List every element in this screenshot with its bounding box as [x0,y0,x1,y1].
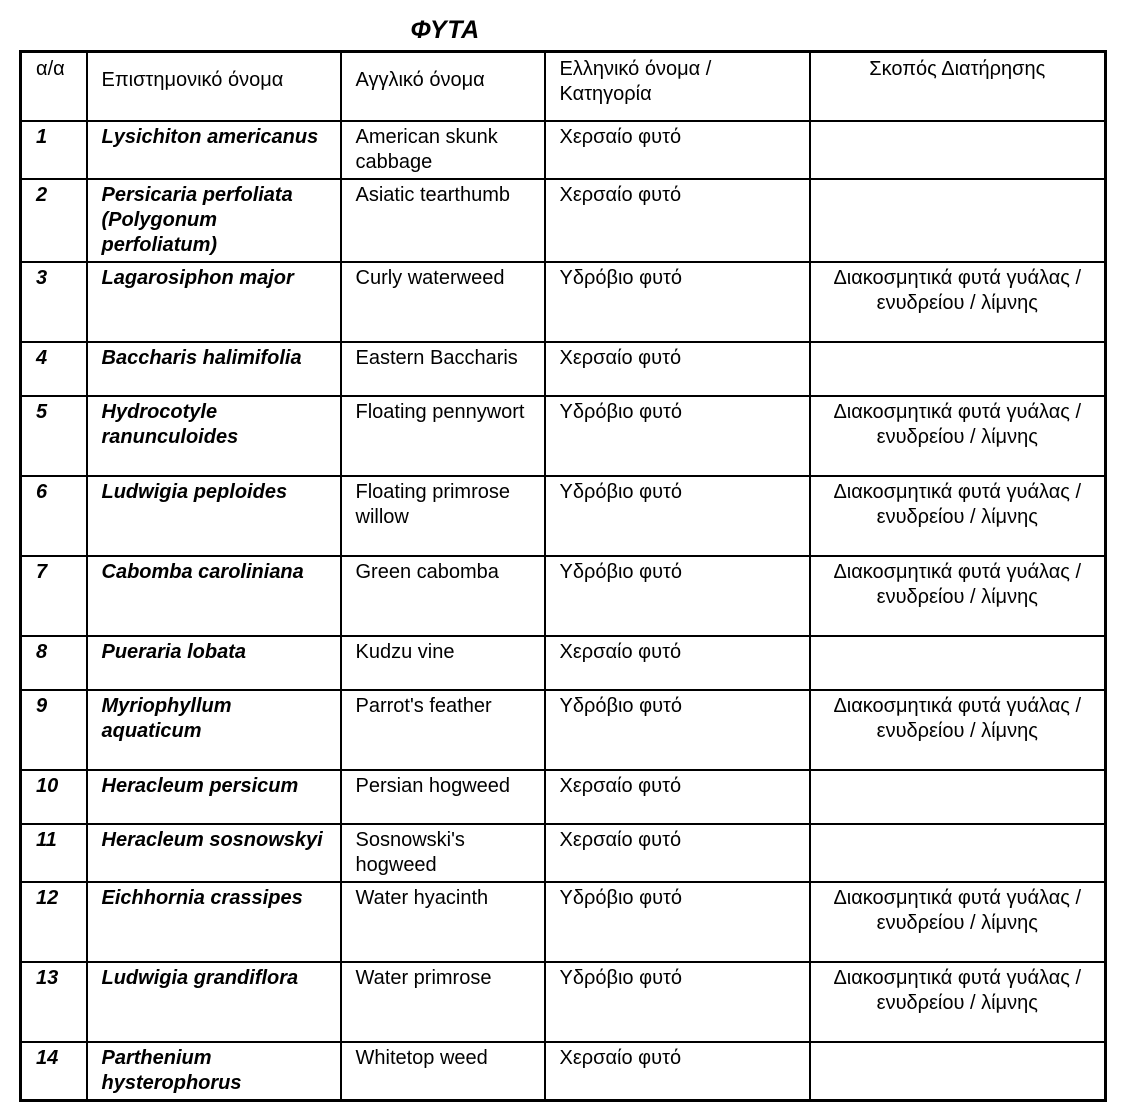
header-num: α/α [21,52,87,122]
header-greek: Ελληνικό όνομα / Κατηγορία [545,52,810,122]
row-english-name: Curly waterweed [341,262,545,342]
row-num: 2 [21,179,87,262]
row-num: 5 [21,396,87,476]
row-purpose [810,1042,1106,1101]
row-purpose [810,179,1106,262]
row-greek-category: Χερσαίο φυτό [545,824,810,882]
row-num: 12 [21,882,87,962]
row-scientific-name: Pueraria lobata [87,636,341,690]
row-scientific-name: Heracleum sosnowskyi [87,824,341,882]
row-num: 1 [21,121,87,179]
table-row [21,396,1106,476]
row-english-name: Water hyacinth [341,882,545,962]
row-num: 3 [21,262,87,342]
row-english-name: American skunk cabbage [341,121,545,179]
row-purpose: Διακοσμητικά φυτά γυάλας / ενυδρείου / λίμνης [810,476,1106,556]
table-row [21,962,1106,1042]
row-greek-category: Υδρόβιο φυτό [545,262,810,342]
table-row [21,556,1106,636]
row-num: 7 [21,556,87,636]
table-row [21,121,1106,179]
row-scientific-name: Lagarosiphon major [87,262,341,342]
row-greek-category: Υδρόβιο φυτό [545,556,810,636]
row-english-name: Water primrose [341,962,545,1042]
table-row [21,882,1106,962]
row-purpose [810,770,1106,824]
row-purpose: Διακοσμητικά φυτά γυάλας / ενυδρείου / λίμνης [810,882,1106,962]
row-english-name: Green cabomba [341,556,545,636]
row-scientific-name: Heracleum persicum [87,770,341,824]
table-row [21,770,1106,824]
row-english-name: Asiatic tearthumb [341,179,545,262]
row-english-name: Persian hogweed [341,770,545,824]
table-row [21,824,1106,882]
row-english-name: Sosnowski's hogweed [341,824,545,882]
row-num: 13 [21,962,87,1042]
row-english-name: Whitetop weed [341,1042,545,1101]
header-english: Αγγλικό όνομα [341,52,545,122]
row-scientific-name: Cabomba caroliniana [87,556,341,636]
row-scientific-name: Parthenium hysterophorus [87,1042,341,1101]
table-row [21,476,1106,556]
plants-table [19,50,1107,1102]
row-greek-category: Υδρόβιο φυτό [545,690,810,770]
row-purpose: Διακοσμητικά φυτά γυάλας / ενυδρείου / λίμνης [810,962,1106,1042]
row-scientific-name: Ludwigia peploides [87,476,341,556]
row-purpose [810,636,1106,690]
row-greek-category: Χερσαίο φυτό [545,770,810,824]
row-scientific-name: Hydrocotyle ranunculoides [87,396,341,476]
row-purpose [810,121,1106,179]
row-scientific-name: Baccharis halimifolia [87,342,341,396]
header-scientific: Επιστημονικό όνομα [87,52,341,122]
row-greek-category: Υδρόβιο φυτό [545,396,810,476]
row-greek-category: Υδρόβιο φυτό [545,882,810,962]
row-purpose: Διακοσμητικά φυτά γυάλας / ενυδρείου / λίμνης [810,262,1106,342]
row-greek-category: Χερσαίο φυτό [545,1042,810,1101]
table-row [21,262,1106,342]
row-english-name: Floating pennywort [341,396,545,476]
row-greek-category: Χερσαίο φυτό [545,636,810,690]
row-english-name: Kudzu vine [341,636,545,690]
page-title: ΦΥΤΑ [410,16,480,44]
row-scientific-name: Eichhornia crassipes [87,882,341,962]
table-row [21,179,1106,262]
table-header-row [21,52,1106,122]
row-greek-category: Υδρόβιο φυτό [545,476,810,556]
row-scientific-name: Lysichiton americanus [87,121,341,179]
row-english-name: Eastern Baccharis [341,342,545,396]
row-num: 11 [21,824,87,882]
row-scientific-name: Ludwigia grandiflora [87,962,341,1042]
row-num: 8 [21,636,87,690]
row-num: 14 [21,1042,87,1101]
row-num: 9 [21,690,87,770]
row-greek-category: Χερσαίο φυτό [545,179,810,262]
row-num: 4 [21,342,87,396]
row-greek-category: Χερσαίο φυτό [545,121,810,179]
table-row [21,1042,1106,1101]
row-num: 6 [21,476,87,556]
row-english-name: Floating primrose willow [341,476,545,556]
row-num: 10 [21,770,87,824]
table-row [21,690,1106,770]
row-purpose: Διακοσμητικά φυτά γυάλας / ενυδρείου / λίμνης [810,556,1106,636]
row-purpose [810,342,1106,396]
row-purpose: Διακοσμητικά φυτά γυάλας / ενυδρείου / λίμνης [810,690,1106,770]
table-row [21,636,1106,690]
row-scientific-name: Persicaria perfoliata (Polygonum perfoliatum) [87,179,341,262]
row-purpose [810,824,1106,882]
row-english-name: Parrot's feather [341,690,545,770]
row-purpose: Διακοσμητικά φυτά γυάλας / ενυδρείου / λίμνης [810,396,1106,476]
table-row [21,342,1106,396]
row-greek-category: Χερσαίο φυτό [545,342,810,396]
row-scientific-name: Myriophyllum aquaticum [87,690,341,770]
row-greek-category: Υδρόβιο φυτό [545,962,810,1042]
header-purpose: Σκοπός Διατήρησης [810,52,1106,122]
